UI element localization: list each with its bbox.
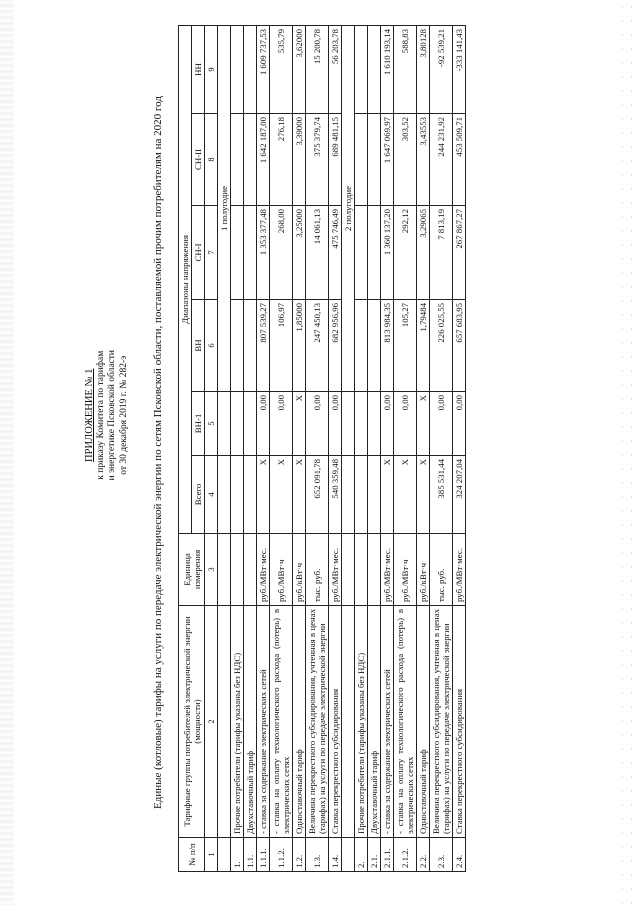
- cell-vn: [355, 300, 368, 392]
- cell-unit: руб./МВт·мес.: [453, 534, 466, 606]
- cell-vn: [231, 300, 244, 392]
- cell-total: X: [293, 456, 306, 534]
- column-number: 5: [205, 392, 218, 456]
- cell-sn2: 303,52: [394, 114, 417, 206]
- cell-total: [368, 456, 381, 534]
- cell-vn: 247 450,13: [306, 300, 329, 392]
- cell-nn: -92 539,21: [430, 25, 453, 113]
- cell-sn2: 276,18: [270, 114, 293, 206]
- cell-vn: 226 025,55: [430, 300, 453, 392]
- period-row: [218, 25, 231, 871]
- cell-unit: [231, 534, 244, 606]
- cell-vn: 657 683,95: [453, 300, 466, 392]
- cell-vn1: [355, 392, 368, 456]
- cell-sn2: 3,39000: [293, 114, 306, 206]
- cell-nn: 588,83: [394, 25, 417, 113]
- header-total: Всего: [192, 456, 205, 534]
- cell-name: Одноставочный тариф: [293, 606, 306, 838]
- cell-n: 2.1.2.: [394, 838, 417, 872]
- appendix-line: и энергетике Псковской области: [107, 350, 117, 481]
- column-number-row: [205, 25, 218, 871]
- cell-sn1: [355, 206, 368, 300]
- table-body: [218, 25, 466, 871]
- cell-name: - ставка на оплату технологического расхода (потерь) в электрических сетях: [394, 606, 417, 838]
- header-row: [179, 25, 192, 871]
- tariff-table: [178, 25, 466, 872]
- cell-nn: 3,80128: [417, 25, 430, 113]
- header-sn1: СН-I: [192, 206, 205, 300]
- cell-total: [231, 456, 244, 534]
- cell-vn1: [368, 392, 381, 456]
- table-row: [381, 25, 394, 871]
- cell-n: 1.1.: [244, 838, 257, 872]
- cell-unit: руб./МВт·ч: [394, 534, 417, 606]
- cell-name: - ставка за содержание электрических сетей: [257, 606, 270, 838]
- cell-sn2: 453 509,71: [453, 114, 466, 206]
- cell-vn1: 0,00: [430, 392, 453, 456]
- cell-sn2: 1 647 069,97: [381, 114, 394, 206]
- cell-total: 324 207,04: [453, 456, 466, 534]
- table-row: [453, 25, 466, 871]
- cell-unit: руб./МВт·ч: [270, 534, 293, 606]
- cell-unit: [368, 534, 381, 606]
- cell-name: - ставка на оплату технологического расхода (потерь) в электрических сетях: [270, 606, 293, 838]
- cell-nn: -333 141,43: [453, 25, 466, 113]
- cell-sn2: [368, 114, 381, 206]
- table-row: [306, 25, 329, 871]
- header-vn: ВН: [192, 300, 205, 392]
- cell-name: Ставка перекрестного субсидирования: [329, 606, 342, 838]
- cell-total: 540 359,48: [329, 456, 342, 534]
- cell-unit: тыс. руб.: [306, 534, 329, 606]
- cell-total: 652 091,78: [306, 456, 329, 534]
- cell-sn1: [231, 206, 244, 300]
- cell-total: [355, 456, 368, 534]
- cell-vn1: 0,00: [394, 392, 417, 456]
- cell-total: X: [270, 456, 293, 534]
- cell-name: - ставка за содержание электрических сетей: [381, 606, 394, 838]
- table-row: [231, 25, 244, 871]
- table-row: [244, 25, 257, 871]
- cell-vn1: 0,00: [329, 392, 342, 456]
- cell-total: X: [394, 456, 417, 534]
- cell-vn: [368, 300, 381, 392]
- column-number: 7: [205, 206, 218, 300]
- period-label-half2: 2 полугодие: [342, 25, 355, 391]
- cell-total: X: [417, 456, 430, 534]
- cell-n: 2.2.: [417, 838, 430, 872]
- cell-nn: 535,79: [270, 25, 293, 113]
- cell-n: 1.2.: [293, 838, 306, 872]
- cell-sn1: 7 813,19: [430, 206, 453, 300]
- column-number: 8: [205, 114, 218, 206]
- header-sn2: СН-II: [192, 114, 205, 206]
- table-row: [430, 25, 453, 871]
- cell-vn1: [244, 392, 257, 456]
- cell-nn: [355, 25, 368, 113]
- cell-n: 1.1.2.: [270, 838, 293, 872]
- cell-name: Прочие потребители (тарифы указаны без НДС): [231, 606, 244, 838]
- cell-n: 1.: [231, 838, 244, 872]
- cell-nn: [231, 25, 244, 113]
- cell-sn1: 292,12: [394, 206, 417, 300]
- table-row: [368, 25, 381, 871]
- cell-vn: 813 984,35: [381, 300, 394, 392]
- header-groups: Тарифные группы потребителей электрической энергии (мощности): [179, 606, 205, 838]
- appendix-number: ПРИЛОЖЕНИЕ № 1: [84, 368, 95, 462]
- cell-vn1: 0,00: [270, 392, 293, 456]
- cell-vn1: 0,00: [381, 392, 394, 456]
- cell-unit: руб./кВт·ч: [293, 534, 306, 606]
- cell-sn1: [368, 206, 381, 300]
- table-row: [329, 25, 342, 871]
- cell-vn: 1,85000: [293, 300, 306, 392]
- cell-n: 1.4.: [329, 838, 342, 872]
- cell-sn2: [231, 114, 244, 206]
- cell-name: Двухставочный тариф: [244, 606, 257, 838]
- cell-n: 2.3.: [430, 838, 453, 872]
- cell-vn: 682 956,96: [329, 300, 342, 392]
- cell-n: 1.3.: [306, 838, 329, 872]
- appendix-block: [84, 350, 130, 481]
- cell-vn1: 0,00: [306, 392, 329, 456]
- cell-name: Одноставочный тариф: [417, 606, 430, 838]
- appendix-line: к приказу Комитета по тарифам: [95, 350, 106, 480]
- column-number: 1: [205, 838, 218, 872]
- table-row: [394, 25, 417, 871]
- cell-n: 2.4.: [453, 838, 466, 872]
- cell-n: 2.: [355, 838, 368, 872]
- cell-sn2: 1 642 187,00: [257, 114, 270, 206]
- cell-vn: [244, 300, 257, 392]
- cell-unit: [244, 534, 257, 606]
- cell-unit: тыс. руб.: [430, 534, 453, 606]
- cell-n: 2.1.1.: [381, 838, 394, 872]
- cell-sn1: 3,29065: [417, 206, 430, 300]
- cell-total: X: [257, 456, 270, 534]
- header-num: № п/п: [179, 838, 205, 872]
- cell-nn: 3,62000: [293, 25, 306, 113]
- cell-unit: руб./МВт·мес.: [257, 534, 270, 606]
- header-vn1: ВН-1: [192, 392, 205, 456]
- cell-total: X: [381, 456, 394, 534]
- cell-name: Величина перекрестного субсидирования, учтенная в ценах (тарифах) на услуги по передаче электрической энергии: [306, 606, 329, 838]
- cell-vn1: X: [293, 392, 306, 456]
- cell-n: 1.1.1.: [257, 838, 270, 872]
- column-number: 2: [205, 606, 218, 838]
- cell-nn: [368, 25, 381, 113]
- cell-n: 2.1.: [368, 838, 381, 872]
- cell-vn: 105,27: [394, 300, 417, 392]
- cell-nn: 1 610 193,14: [381, 25, 394, 113]
- cell-name: Двухставочный тариф: [368, 606, 381, 838]
- header-unit: Единица измерения: [179, 534, 205, 606]
- column-number: 3: [205, 534, 218, 606]
- cell-unit: руб./МВт·мес.: [329, 534, 342, 606]
- cell-vn1: X: [417, 392, 430, 456]
- cell-sn1: [244, 206, 257, 300]
- column-number: 4: [205, 456, 218, 534]
- cell-name: Прочие потребители (тарифы указаны без НДС): [355, 606, 368, 838]
- cell-vn1: 0,00: [453, 392, 466, 456]
- cell-total: 385 531,44: [430, 456, 453, 534]
- cell-sn2: 244 231,92: [430, 114, 453, 206]
- cell-sn2: 3,43553: [417, 114, 430, 206]
- cell-sn1: 1 353 377,48: [257, 206, 270, 300]
- cell-sn2: 689 481,15: [329, 114, 342, 206]
- cell-unit: руб./МВт·мес.: [381, 534, 394, 606]
- cell-vn1: 0,00: [257, 392, 270, 456]
- header-nn: НН: [192, 25, 205, 113]
- cell-vn: 106,97: [270, 300, 293, 392]
- cell-sn2: [244, 114, 257, 206]
- cell-nn: 56 203,78: [329, 25, 342, 113]
- cell-nn: 15 200,78: [306, 25, 329, 113]
- cell-sn1: 268,00: [270, 206, 293, 300]
- header-voltage-ranges: Диапазоны напряжения: [179, 25, 192, 533]
- cell-sn1: 267 867,27: [453, 206, 466, 300]
- cell-vn: 807 539,27: [257, 300, 270, 392]
- table-row: [293, 25, 306, 871]
- column-number: 6: [205, 300, 218, 392]
- cell-vn1: [231, 392, 244, 456]
- cell-sn2: 375 379,74: [306, 114, 329, 206]
- period-label-half1: 1 полугодие: [218, 25, 231, 391]
- cell-name: Величина перекрестного субсидирования, учтенная в ценах (тарифах) на услуги по передаче электрической энергии: [430, 606, 453, 838]
- cell-nn: 1 609 737,53: [257, 25, 270, 113]
- cell-sn2: [355, 114, 368, 206]
- cell-nn: [244, 25, 257, 113]
- table-row: [257, 25, 270, 871]
- period-row: [342, 25, 355, 871]
- cell-sn1: 14 061,13: [306, 206, 329, 300]
- table-row: [417, 25, 430, 871]
- cell-unit: [355, 534, 368, 606]
- appendix-line: от 30 декабря 2019 г. № 282-э: [118, 355, 129, 475]
- cell-sn1: 3,25000: [293, 206, 306, 300]
- table-row: [270, 25, 293, 871]
- cell-sn1: 1 360 137,20: [381, 206, 394, 300]
- cell-vn: 1,79484: [417, 300, 430, 392]
- cell-total: [244, 456, 257, 534]
- column-number: 9: [205, 25, 218, 113]
- document-title: Единые (котловые) тарифы на услуги по передаче электрической энергии по сетям Псковской области, поставляемой прочим потребителям на 2020 год: [152, 96, 164, 809]
- cell-name: Ставка перекрестного субсидирования: [453, 606, 466, 838]
- cell-unit: руб./кВт·ч: [417, 534, 430, 606]
- cell-sn1: 475 746,49: [329, 206, 342, 300]
- table-row: [355, 25, 368, 871]
